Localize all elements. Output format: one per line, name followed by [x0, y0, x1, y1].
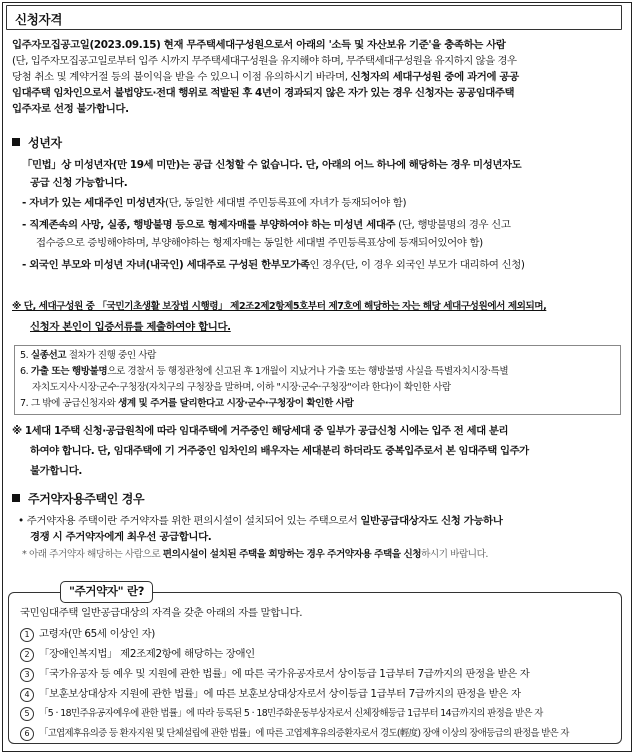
intro-line-3: [12, 70, 519, 84]
definition-item-3: 3 「국가유공자 등 예우 및 지원에 관한 법률」에 따른 국가유공자로서 상이등급 1급부터 7급까지의 판정을 받은 자: [20, 667, 530, 682]
definition-item-1: 1 고령자(만 65세 이상인 자): [20, 627, 155, 642]
minor-item-3: - 외국인 부모와 미성년 자녀(내국인) 세대주로 구성된 한부모가족인 경우(단, 이 경우 외국인 부모가 대리하여 신청): [22, 259, 525, 271]
housing-line-2: 경쟁 시 주거약자에게 최우선 공급합니다.: [30, 531, 212, 543]
box-item-7: 7. 그 밖에 공급신청자와 생계 및 주거를 달리한다고 시장·군수·구청장이 확인한 사람: [20, 398, 354, 409]
housing-line-3: * 아래 주거약자 해당하는 사람으로 편의시설이 설치된 주택을 희망하는 경우 주거약자용 주택을 신청하시기 바랍니다.: [22, 549, 489, 560]
housing-line-1: • 주거약자용 주택이란 주거약자를 위한 편의시설이 설치되어 있는 주택으로서 일반공급대상자도 신청 가능하나: [18, 515, 503, 527]
square-bullet-icon: [12, 138, 20, 146]
definition-intro: 국민임대주택 일반공급대상의 자격을 갖춘 아래의 자를 말합니다.: [20, 607, 303, 619]
definition-item-4: 4 「보훈보상대상자 지원에 관한 법률」에 따른 보훈보상대상자로서 상이등급 1급부터 7급까지의 판정을 받은 자: [20, 687, 521, 702]
definition-item-2: 2 「장애인복지법」 제2조제2항에 해당하는 장애인: [20, 647, 255, 662]
section-title-box: [6, 5, 622, 30]
definition-item-6: 6 「고엽제후유의증 등 환자지원 및 단체설립에 관한 법률」에 따른 고엽제후유의증환자로서 경도(輕度) 장애 이상의 장애등급의 판정을 받은 자: [20, 727, 569, 741]
note2-line-2: 하여야 합니다. 단, 임대주택에 기 거주중인 임차인의 배우자는 세대분리 하더라도 중복입주로서 본 임대주택 입주가: [30, 445, 529, 457]
square-bullet-icon: [12, 494, 20, 502]
housing-heading: 주거약자용주택인 경우: [12, 492, 144, 506]
minor-heading: 성년자: [12, 136, 62, 150]
note2-line-1: ※ 1세대 1주택 신청·공급원칙에 따라 임대주택에 거주중인 해당세대 중 일부가 공급신청 시에는 입주 전 세대 분리: [12, 425, 509, 437]
box-item-6: 6. 가출 또는 행방불명으로 경찰서 등 행정관청에 신고된 후 1개월이 지났거나 가출 또는 행방불명 사실을 특별자치시장·특별: [20, 366, 509, 377]
note2-line-3: 불가합니다.: [30, 465, 83, 477]
minor-line-2: 공급 신청 가능합니다.: [30, 177, 128, 189]
definition-label: "주거약자" 란?: [60, 581, 153, 603]
intro-line-4: 임대주택 임차인으로서 불법양도·전대 행위로 적발된 후 4년이 경과되지 않은 자가 있는 경우 신청자는 공공임대주택: [12, 87, 515, 99]
note1-line-1: ※ 단, 세대구성원 중 「국민기초생활 보장법 시행령」 제2조2제2항제5호부터 제7호에 해당하는 자는 해당 세대구성원에서 제외되며,: [12, 301, 547, 312]
minor-line-1: 「민법」상 미성년자(만 19세 미만)는 공급 신청할 수 없습니다. 단, 아래의 어느 하나에 해당하는 경우 미성년자도: [22, 159, 522, 171]
minor-item-2-cont: 접수증으로 증빙해야하며, 부양해야하는 형제자매는 동일한 세대별 주민등록표상에 등재되어있어야 함): [36, 237, 483, 249]
minor-item-2: - 직계존속의 사망, 실종, 행방불명 등으로 형제자매를 부양하여야 하는 미성년 세대주 (단, 행방불명의 경우 신고: [22, 219, 511, 231]
intro-line-1: 입주자모집공고일(2023.09.15) 현재 무주택세대구성원으로서 아래의 '소득 및 자산보유 기준'을 충족하는 사람: [12, 39, 506, 51]
box-item-6-cont: 자치도지사·시장·군수·구청장(자치구의 구청장을 말하며, 이하 "시장·군수·구청장"이라 한다)이 확인한 사람: [32, 382, 451, 393]
intro-line-2: (단, 입주자모집공고일로부터 입주 시까지 무주택세대구성원을 유지해야 하며, 무주택세대구성원을 유지하지 않을 경우: [12, 55, 517, 67]
intro-line-3-plain: 당첨 취소 및 계약거절 등의 불이익을 받을 수 있으니 이점 유의하시기 바라며,: [12, 71, 351, 83]
minor-item-1: - 자녀가 있는 세대주인 미성년자(단, 동일한 세대별 주민등록표에 자녀가 등재되어야 함): [22, 197, 407, 209]
box-item-5: 5. 실종선고 절차가 진행 중인 사람: [20, 350, 156, 361]
definition-item-5: 5 「5 · 18민주유공자예우에 관한 법률」에 따라 등록된 5 · 18민주화운동부상자로서 신체장해등급 1급부터 14급까지의 판정을 받은 자: [20, 707, 543, 721]
intro-line-3-bold: 신청자의 세대구성원 중에 과거에 공공: [350, 71, 519, 83]
intro-line-5: 입주자로 선정 불가합니다.: [12, 103, 129, 115]
section-title: 신청자격: [15, 12, 63, 27]
note1-line-2: 신청자 본인이 입증서류를 제출하여야 합니다.: [30, 321, 231, 333]
